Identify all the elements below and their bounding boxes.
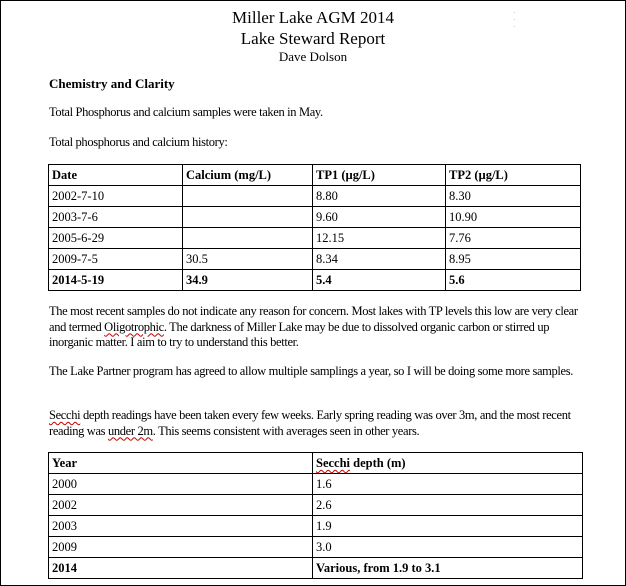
table-cell: 5.4 [313, 270, 446, 291]
table-cell: 9.60 [313, 207, 446, 228]
table-cell: 2.6 [313, 495, 583, 516]
table-header-row [49, 453, 583, 474]
misspelled-word: Secchi [49, 408, 81, 422]
table-row [49, 474, 583, 495]
document-author: Dave Dolson [278, 49, 348, 64]
grammar-flagged-phrase: under 2m [107, 423, 153, 438]
table-cell: 2003-7-6 [49, 207, 183, 228]
table-cell: 2009 [49, 537, 313, 558]
table-cell: 2005-6-29 [49, 228, 183, 249]
text-run: depth (m) [350, 456, 406, 470]
text-run: . The darkness of Miller Lake may be due to dissolved organic carbon or stirred up inorganic matter. I aim to try to understand this better. [49, 319, 550, 349]
table-cell: 30.5 [183, 249, 313, 270]
text-run: depth readings have been taken every few weeks. Early spring reading was over 3m, and the most recent reading was [49, 408, 571, 438]
table-cell: 2014 [49, 558, 313, 579]
chemistry-table [48, 164, 581, 291]
corner-marks: . . . [513, 9, 515, 29]
table-cell: 2000 [49, 474, 313, 495]
paragraph-samples: Total Phosphorus and calcium samples were taken in May. [49, 105, 323, 119]
column-header: Date [49, 165, 183, 186]
table-cell: 10.90 [446, 207, 581, 228]
table-cell: 7.76 [446, 228, 581, 249]
table-cell: 2003 [49, 516, 313, 537]
secchi-table [48, 452, 583, 579]
table-cell: 8.30 [446, 186, 581, 207]
table-row [49, 558, 583, 579]
table-cell: 34.9 [183, 270, 313, 291]
column-header: Calcium (mg/L) [183, 165, 313, 186]
table-cell: 8.95 [446, 249, 581, 270]
table-row [49, 228, 581, 249]
misspelled-word: Secchi [316, 456, 351, 470]
table-cell: 2002-7-10 [49, 186, 183, 207]
table-cell: 8.34 [313, 249, 446, 270]
table-cell: 2002 [49, 495, 313, 516]
table-row [49, 270, 581, 291]
table-cell: Various, from 1.9 to 3.1 [313, 558, 583, 579]
document-title: Miller Lake AGM 2014 [232, 8, 394, 27]
column-header: TP1 (µg/L) [313, 165, 446, 186]
paragraph-secchi [49, 408, 589, 439]
table-cell: 1.9 [313, 516, 583, 537]
table-row [49, 186, 581, 207]
table-row [49, 537, 583, 558]
paragraph-concern [49, 304, 589, 351]
table-row [49, 516, 583, 537]
misspelled-word: Oligotrophic [104, 319, 164, 334]
table-row [49, 249, 581, 270]
table-cell: 1.6 [313, 474, 583, 495]
paragraph-history: Total phosphorus and calcium history: [49, 135, 228, 149]
table-cell [183, 186, 313, 207]
table-cell: 3.0 [313, 537, 583, 558]
column-header [313, 453, 583, 474]
table-cell: 8.80 [313, 186, 446, 207]
section-heading: Chemistry and Clarity [49, 76, 175, 91]
table-cell: 5.6 [446, 270, 581, 291]
table-cell [183, 228, 313, 249]
table-cell [183, 207, 313, 228]
document-header [1, 7, 625, 64]
table-row [49, 495, 583, 516]
table-header-row [49, 165, 581, 186]
text-run: The most recent samples do not indicate any reason for concern. Most lakes with TP levels this low are very clear and termed [49, 304, 578, 334]
document-subtitle: Lake Steward Report [240, 29, 386, 48]
table-cell: 2009-7-5 [49, 249, 183, 270]
text-run: . This seems consistent with averages seen in other years. [152, 423, 420, 438]
table-cell: 12.15 [313, 228, 446, 249]
column-header: Year [49, 453, 313, 474]
table-row [49, 207, 581, 228]
table-cell: 2014-5-19 [49, 270, 183, 291]
paragraph-lake-partner: The Lake Partner program has agreed to allow multiple samplings a year, so I will be doing some more samples. [49, 364, 574, 378]
column-header: TP2 (µg/L) [446, 165, 581, 186]
